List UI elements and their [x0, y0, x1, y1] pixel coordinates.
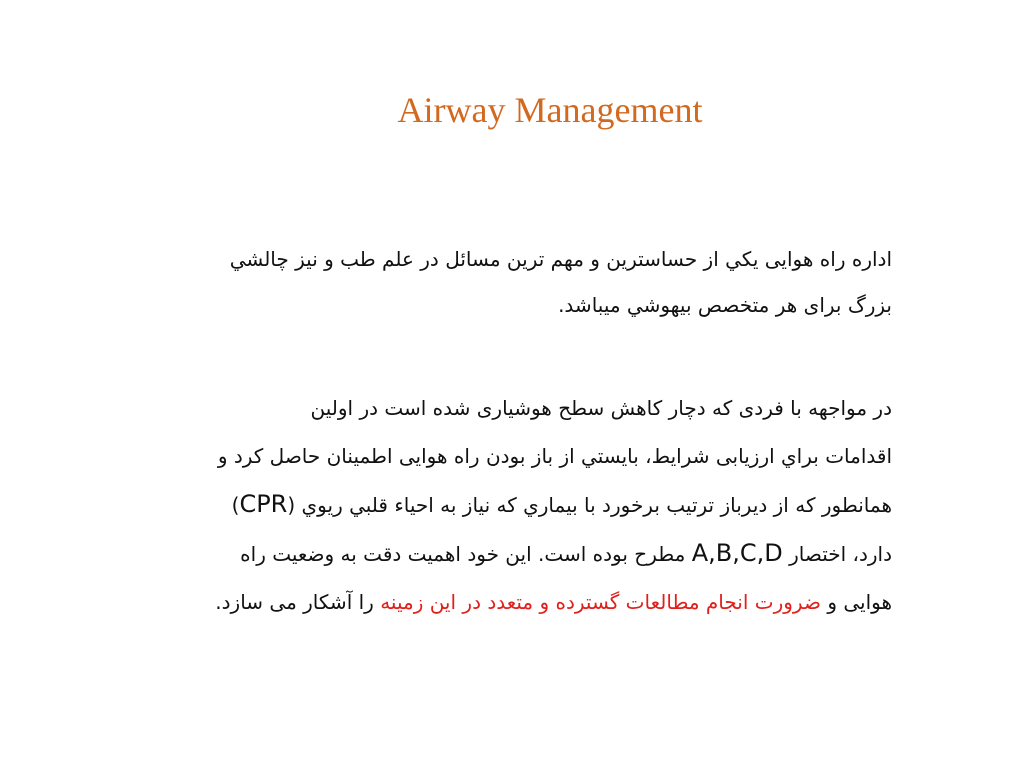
- line-4-text-b: مطرح بوده است. اين خود اهميت دقت به وضعيت راه: [240, 542, 686, 566]
- paragraph-intro-line-1: اداره راه هوايی يكي از حساسترين و مهم ترين مسائل در علم طب و نيز چالشي: [229, 247, 892, 271]
- paragraph-intro-line-2: بزرگ برای هر متخصص بيهوشي ميباشد.: [558, 293, 892, 317]
- paragraph-intro: [72, 236, 932, 328]
- paragraph-main-line-1: در مواجهه با فردی كه دچار كاهش سطح هوشياری شده است در اولين: [310, 396, 892, 420]
- cpr-abbreviation: CPR: [239, 490, 288, 518]
- line-3-text-a: همانطور كه از ديرباز ترتيب برخورد با بيماري كه نياز به احياء قلبي ريوي (: [287, 493, 892, 517]
- paragraph-main: [72, 384, 932, 626]
- line-5-text-a: هوايی و: [827, 590, 892, 614]
- abcd-abbreviation: A,B,C,D: [691, 539, 783, 567]
- slide-title: Airway Management: [397, 90, 703, 130]
- paragraph-main-line-4: [72, 529, 932, 578]
- paragraph-main-line-2: اقدامات براي ارزيابی شرايط، بايستي از باز بودن راه هوايی اطمينان حاصل كرد و: [217, 444, 892, 468]
- paragraph-main-line-5: [72, 578, 932, 626]
- paragraph-main-line-3: [72, 480, 932, 529]
- line-3-text-b: ): [231, 493, 240, 517]
- line-4-text-a: دارد، اختصار: [789, 542, 892, 566]
- line-5-text-b: را آشكار می سازد.: [215, 590, 374, 614]
- highlighted-phrase: ضرورت انجام مطالعات گسترده و متعدد در اين زمينه: [380, 590, 821, 614]
